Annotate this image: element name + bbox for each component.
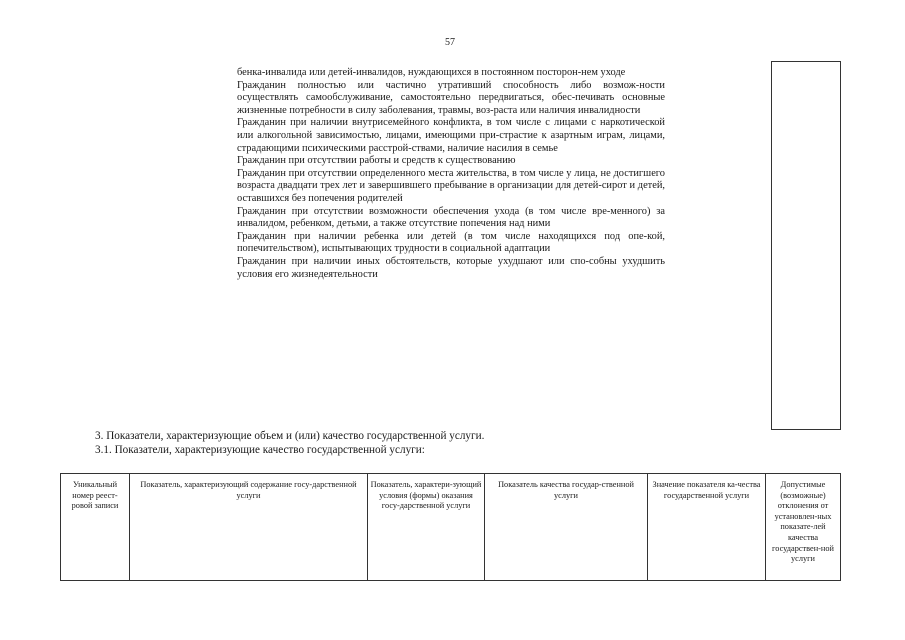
- column-header-indicator-value: Значение показателя ка-чества государственной услуги: [648, 474, 766, 581]
- paragraph: бенка-инвалида или детей-инвалидов, нуждающихся в постоянном посторон-нем уходе: [237, 67, 626, 78]
- recipient-categories-text: [237, 67, 665, 281]
- column-header-allowed-deviation: Допустимые (возможные) отклонения от установлен-ных показате-лей качества государствен-ной услуги: [766, 474, 841, 581]
- column-header-registry-number: Уникальный номер реест-ровой записи: [61, 474, 130, 581]
- paragraph: Гражданин при отсутствии работы и средств к существованию: [237, 155, 516, 167]
- paragraph: Гражданин при наличии ребенка или детей (в том числе находящихся под опе-кой, попечительством), испытывающих трудности в социальной адаптации: [237, 230, 665, 255]
- column-header-service-conditions: Показатель, характери-зующий условия (формы) оказания госу-дарственной услуги: [368, 474, 485, 581]
- paragraph: Гражданин при наличии внутрисемейного конфликта, в том числе с лицами с наркотической или алкогольной зависимостью, лицами, имеющими при-страстие к азартным играм, лицами, страдающими психическими расстрой-ствами, наличие насилия в семье: [237, 117, 665, 154]
- quality-indicators-table: [60, 473, 841, 581]
- page-number: 57: [445, 37, 455, 48]
- paragraph: Гражданин при отсутствии определенного места жительства, в том числе у лица, не достигшего возраста двадцати трех лет и завершившего пребывание в организации для детей-сирот и детей, оставшихся без попечения родителей: [237, 167, 665, 204]
- table-header-row: [61, 474, 841, 581]
- paragraph: Гражданин при наличии иных обстоятельств, которые ухудшают или спо-собны ухудшить условия его жизнедеятельности: [237, 255, 665, 280]
- paragraph: Гражданин полностью или частично утративший способность либо возмож-ности осуществлять самообслуживание, самостоятельно передвигаться, обес-печивать основные жизненные потребности в силу заболевания, травмы, воз-раста или наличия инвалидности: [237, 79, 665, 116]
- registry-number-box: [771, 61, 841, 430]
- paragraph: Гражданин при отсутствии возможности обеспечения ухода (в том числе вре-менного) за инвалидом, ребенком, детьми, а также отсутствие попечения над ними: [237, 205, 665, 230]
- column-header-service-content: Показатель, характеризующий содержание госу-дарственной услуги: [130, 474, 368, 581]
- section-3-1-heading: 3.1. Показатели, характеризующие качество государственной услуги:: [95, 444, 425, 456]
- section-3-heading: 3. Показатели, характеризующие объем и (или) качество государственной услуги.: [95, 430, 485, 442]
- column-header-quality-indicator: Показатель качества государ-ственной услуги: [485, 474, 648, 581]
